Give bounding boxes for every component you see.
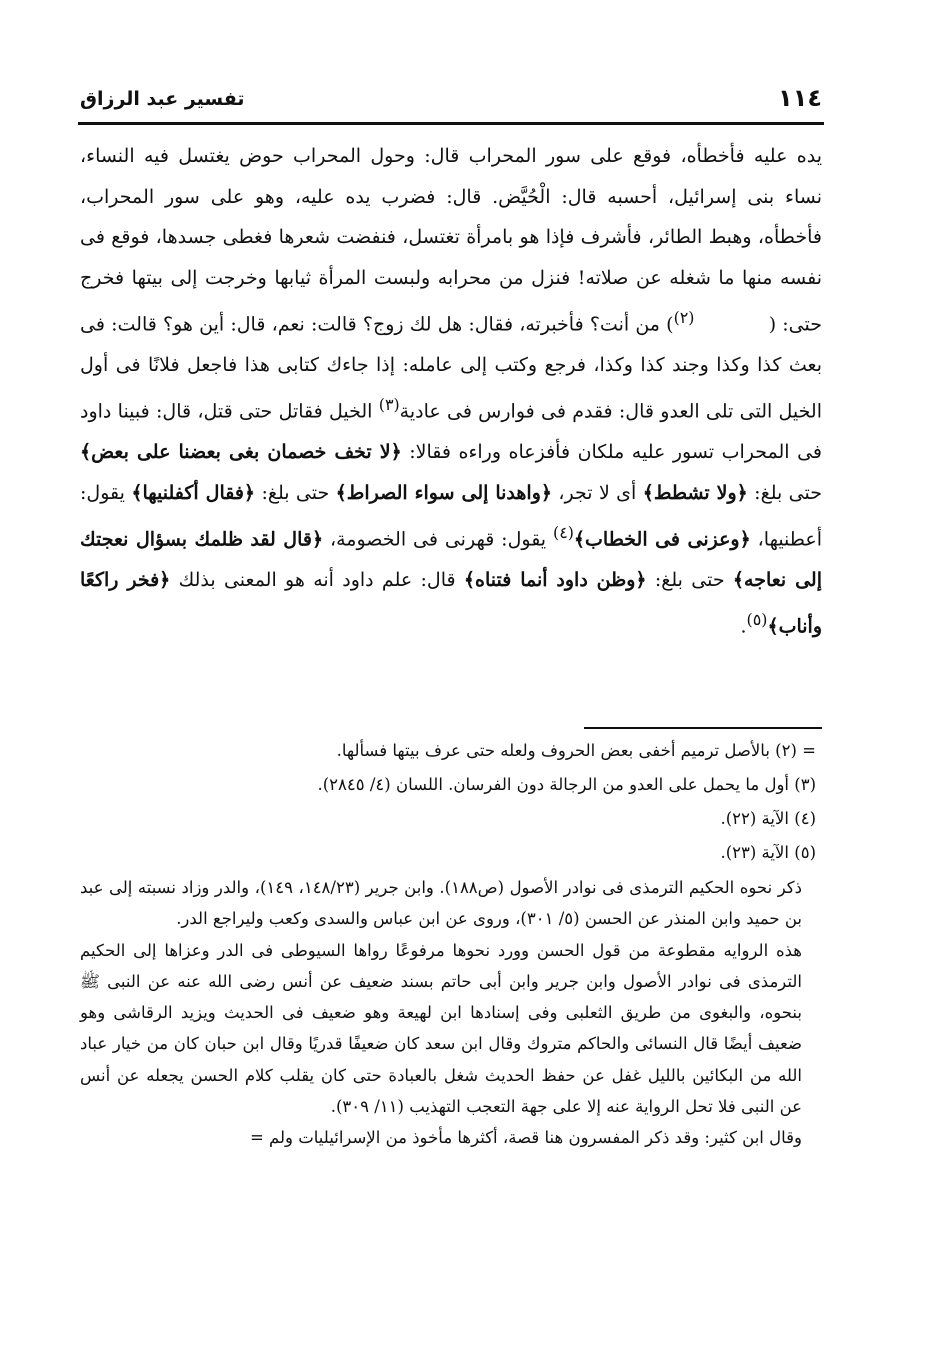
quran-quote: ﴿قال لقد ظلمك بسؤال نعجتك إلى نعاجه﴾ (80, 528, 822, 591)
quran-quote: ﴿ولا تشطط﴾ (642, 481, 748, 504)
text-segment: حتى بلغ: (646, 568, 733, 591)
page-number: ١١٤ (778, 84, 822, 112)
main-paragraph (80, 136, 822, 647)
footnote-ref: (٥) (746, 610, 768, 630)
commentary-paragraph: هذه الروايه مقطوعة من قول الحسن وورد نحوها مرفوعًا رواها السيوطى فى الدر وعزاها إلى الحكيم الترمذى فى نوادر الأصول وابن جرير وابن أبى حاتم بسند ضعيف عن أنس رضى الله عنه عن النبى ﷺ بنحوه، والبغوى من طريق الثعلبى وفى إسنادها ابن لهيعة وهو ضعيف فى الحديث ويزيد الرقاشى وهو ضعيف أيضًا قال النسائى والحاكم متروك وقال ابن سعد كان ضعيفًا قدريًا وقال ابن حبان كان من خيار عباد الله من البكائين بالليل غفل عن حفظ الحديث شغل بالعبادة حتى كان يقلب كلام الحسن يجعله عن أنس عن النبى فلا تحل الرواية عنه إلا على جهة التعجب التهذيب (١١/ ٣٠٩). (80, 940, 802, 1117)
commentary-paragraph: وقال ابن كثير: وقد ذكر المفسرون هنا قصة، أكثرها مأخوذ من الإسرائيليات ولم = (249, 1128, 802, 1148)
running-header (80, 84, 822, 120)
quran-quote: ﴿فقال أكفلنيها﴾ (131, 481, 256, 504)
text-segment: يقول: قهرنى فى الخصومة، (323, 528, 553, 551)
text-segment: قال: علم داود أنه هو المعنى بذلك (170, 568, 464, 591)
footnote-list (80, 734, 816, 870)
footnote-separator (584, 727, 822, 729)
footnote-item: (٤) الآية (٢٢). (720, 809, 816, 828)
footnote-item: = (٢) بالأصل ترميم أخفى بعض الحروف ولعله حتى عرف بيتها فسألها. (336, 741, 816, 760)
commentary (80, 872, 802, 1154)
text-segment: يقول: أعطنيها، (80, 481, 822, 551)
footnote-item: (٣) أول ما يحمل على العدو من الرجالة دون الفرسان. اللسان (٤/ ٢٨٤٥). (317, 775, 816, 794)
footnotes (80, 734, 822, 870)
text-segment: حتى بلغ: (255, 481, 336, 504)
book-title: تفسير عبد الرزاق (80, 88, 245, 110)
text-segment: أى لا تجر، (552, 481, 643, 504)
main-text (80, 136, 822, 647)
quran-quote: ﴿واهدنا إلى سواء الصراط﴾ (335, 481, 553, 504)
text-segment: يده عليه فأخطأه، فوقع على سور المحراب قال: وحول المحراب حوض يغتسل فيه النساء، نساء بنى إسرائيل، أحسبه قال: الْحُيَّض. قال: فضرب يده عليه، وهو على سور المحراب، فأخطأه، وهبط الطائر، فأشرف فإذا هو بامرأة تغتسل، فنفضت شعرها فغطى جسدها، فوقع فى نفسه منها ما شغله عن صلاته! فنزل من محرابه ولبست المرأة ثيابها وخرجت إلى بيتها فخرج حتى: ( (80, 145, 822, 336)
text-segment: حتى بلغ: (747, 481, 822, 504)
quran-quote: ﴿لا تخف خصمان بغى بعضنا على بعض﴾ (80, 441, 402, 464)
quran-quote: ﴿وعزنى فى الخطاب﴾ (573, 528, 751, 551)
quran-quote: ﴿فخر راكعًا وأناب﴾ (80, 568, 822, 638)
header-rule (78, 122, 824, 125)
footnote-ref: (٢) (673, 308, 695, 327)
text-segment: ) من أنت؟ فأخبرته، فقال: هل لك زوج؟ قالت: نعم، قال: أين هو؟ قالت: فى بعث كذا وكذا وجند كذا وكذا، فرجع وكتب إلى عامله: إذا جاءك كتابى هذا فاجعل فلانًا فى أول الخيل التى تلى العدو قال: فقدم فى فوارس فى عادية (80, 313, 822, 423)
quran-quote: ﴿وظن داود أنما فتناه﴾ (463, 568, 647, 591)
footnote-item: (٥) الآية (٢٣). (720, 843, 816, 862)
footnote-ref: (٤) (553, 523, 574, 543)
footnote-ref: (٣) (378, 395, 400, 415)
commentary-paragraph: ذكر نحوه الحكيم الترمذى فى نوادر الأصول (ص١٨٨). وابن جرير (١٤٨/٢٣، ١٤٩)، والدر وزاد نسبته إلى عبد بن حميد وابن المنذر عن الحسن (٥/ ٣٠١)، وروى عن ابن عباس والسدى وكعب وليراجع الدر. (80, 878, 803, 929)
text-segment: الخيل فقاتل حتى قتل، قال: فبينا داود فى المحراب تسور عليه ملكان فأفزعاه وراءه فقالا: (80, 400, 822, 464)
text-segment: . (740, 615, 747, 638)
